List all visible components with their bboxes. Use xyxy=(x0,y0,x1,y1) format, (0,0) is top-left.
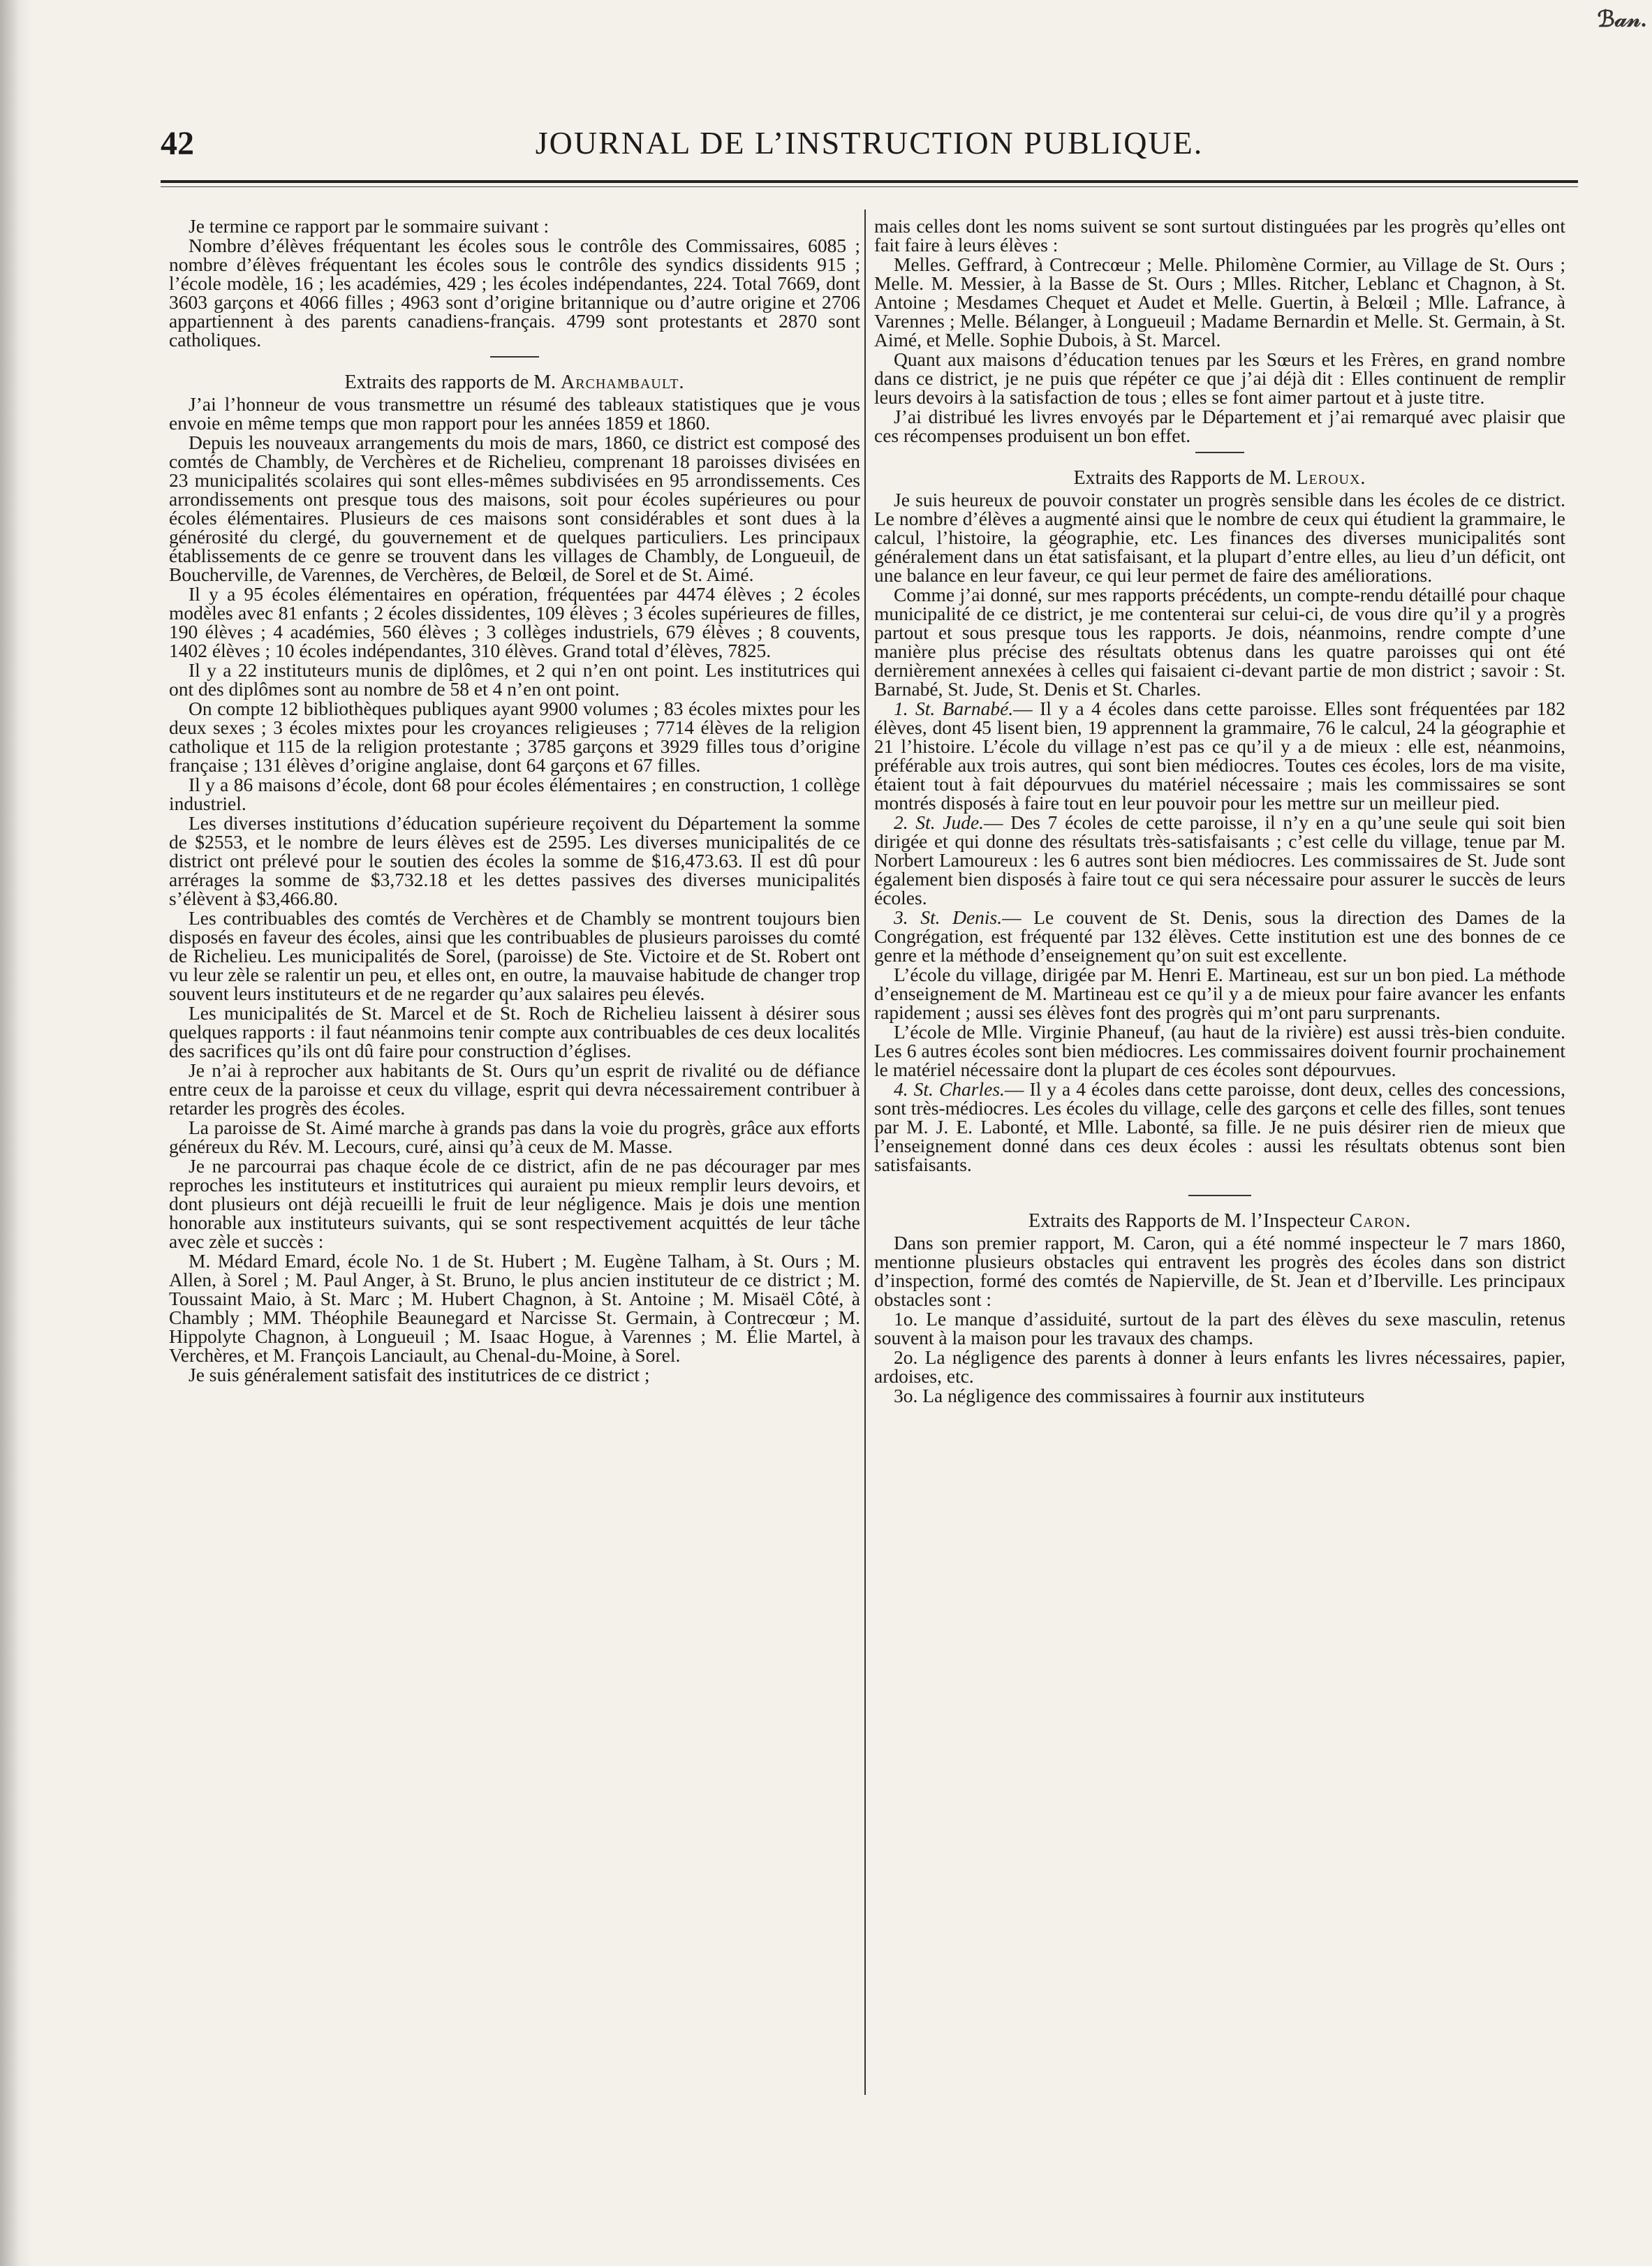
paragraph: Dans son premier rapport, M. Caron, qui a été nommé inspecteur le 7 mars 1860, mentionne plusieurs obstacles qui entravent les progrès des écoles dans son district d’inspection, formé des comtés de Napierville, de St. Jean et d’Iberville. Les principaux obstacles sont : xyxy=(874,1232,1565,1310)
paragraph: Il y a 86 maisons d’école, dont 68 pour écoles élémentaires ; en construction, 1 collège industriel. xyxy=(169,774,860,814)
parish-paragraph xyxy=(874,908,1565,964)
paragraph: M. Médard Emard, école No. 1 de St. Hubert ; M. Eugène Talham, à St. Ours ; M. Allen, à Sorel ; M. Paul Anger, à St. Bruno, le plus ancien instituteur de ce district ; M. Toussaint Maio, à St. Marc ; M. Hubert Chagnon, à St. Antoine ; M. Misaël Côté, à Chambly ; MM. Théophile Beaunegard et Narcisse St. Germain, à Contrecœur ; M. Hippolyte Chagnon, à Longueuil ; M. Isaac Hogue, à Varennes ; M. Élie Martel, à Verchères, et M. François Lanciault, au Chenal-du-Moine, à Sorel. xyxy=(169,1250,860,1366)
paragraph: 2o. La négligence des parents à donner à leurs enfants les livres nécessaires, papier, ardoises, etc. xyxy=(874,1346,1565,1387)
corner-stamp: ℬ𝒶𝓃. xyxy=(1597,6,1646,31)
section-rule xyxy=(1195,452,1244,453)
paragraph: mais celles dont les noms suivent se sont surtout distinguées par les progrès qu’elles ont fait faire à leurs élèves : xyxy=(874,215,1565,256)
parish-text: — Le couvent de St. Denis, sous la direction des Dames de la Congrégation, est fréquenté par 132 élèves. Cette institution est une des bonnes de ce genre et la méthode d’enseignement qu’on suit est excellente. xyxy=(874,906,1565,966)
scan-edge-shadow xyxy=(0,0,34,2266)
paragraph: L’école du village, dirigée par M. Henri E. Martineau, est sur un bon pied. La méthode d’enseignement de M. Martineau est ce qu’il y a de mieux pour faire avancer les enfants rapidement ; aussi ses élèves font des progrès qui m’ont paru surprenants. xyxy=(874,964,1565,1023)
section-heading-caron xyxy=(874,1212,1565,1230)
paragraph: 3o. La négligence des commissaires à fournir aux instituteurs xyxy=(894,1385,1365,1406)
paragraph: L’école de Mlle. Virginie Phaneuf, (au haut de la rivière) est aussi très-bien conduite. Les 6 autres écoles sont bien médiocres. Les commissaires doivent fournir prochainement le matériel nécessaire dont la plupart de ces écoles sont dépourvues. xyxy=(874,1021,1565,1080)
page-number: 42 xyxy=(161,125,194,162)
paragraph: Je termine ce rapport par le sommaire suivant : xyxy=(189,215,550,237)
paragraph: J’ai l’honneur de vous transmettre un résumé des tableaux statistiques que je vous envoie en même temps que mon rapport pour les années 1859 et 1860. xyxy=(169,393,860,434)
parish-label: 4. St. Charles. xyxy=(894,1078,1005,1100)
paragraph: Comme j’ai donné, sur mes rapports précédents, un compte-rendu détaillé pour chaque municipalité de ce district, je me contenterai sur celui-ci, de vous dire qu’il y a progrès partout et sous presque tous les rapports. Je dois, néanmoins, rendre compte d’une manière plus précise des résultats obtenus dans les quatre paroisses qui ont été dernièrement annexées à celles qui faisaient ci-devant partie de mon district ; savoir : St. Barnabé, St. Jude, St. Denis et St. Charles. xyxy=(874,584,1565,700)
parish-label: 2. St. Jude. xyxy=(894,811,984,833)
left-column xyxy=(169,216,860,1385)
paragraph: J’ai distribué les livres envoyés par le Département et j’ai remarqué avec plaisir que ces récompenses produisent un bon effet. xyxy=(874,406,1565,446)
section-heading-text: Extraits des rapports de M. xyxy=(344,371,561,393)
paragraph: Nombre d’élèves fréquentant les écoles sous le contrôle des Commissaires, 6085 ; nombre d’élèves fréquentant les écoles sous le contrôle des syndics dissidents 915 ; l’école modèle, 16 ; les académies, 429 ; les écoles indépendantes, 224. Total 7669, dont 3603 garçons et 4066 filles ; 4963 sont d’origine britannique ou d’autre origine et 2706 appartiennent à des parents canadiens-français. 4799 sont protestants et 2870 sont catholiques. xyxy=(169,235,860,351)
paragraph: Il y a 95 écoles élémentaires en opération, fréquentées par 4474 élèves ; 2 écoles modèles avec 81 enfants ; 2 écoles dissidentes, 109 élèves ; 3 écoles supérieures de filles, 190 élèves ; 4 académies, 560 élèves ; 3 collèges industriels, 679 élèves ; 8 couvents, 1402 élèves ; 10 écoles indépendantes, 310 élèves. Grand total d’élèves, 7825. xyxy=(169,583,860,661)
paragraph: Il y a 22 instituteurs munis de diplômes, et 2 qui n’en ont point. Les institutrices qui ont des diplômes sont au nombre de 58 et 4 n’en ont point. xyxy=(169,659,860,700)
paragraph: Melles. Geffrard, à Contrecœur ; Melle. Philomène Cormier, au Village de St. Ours ; Melle. M. Messier, à la Basse de St. Ours ; Mlles. Ritcher, Leblanc et Chagnon, à St. Antoine ; Mesdames Chequet et Audet et Melle. Guertin, à Belœil ; Mlle. Lafrance, à Varennes ; Melle. Bélanger, à Longueuil ; Madame Bernardin et Melle. St. Germain, à St. Aimé, et Melle. Sophie Dubois, à St. Marcel. xyxy=(874,253,1565,351)
header-rule-thick xyxy=(161,180,1578,183)
section-rule xyxy=(1188,1195,1251,1196)
paragraph: Depuis les nouveaux arrangements du mois de mars, 1860, ce district est composé des comtés de Chambly, de Verchères et de Richelieu, comprenant 18 paroisses divisées en 23 municipalités scolaires qui sont elles-mêmes subdivisées en 95 arrondissements. Ces arrondissements ont presque tous des maisons, soit pour écoles supérieures ou pour écoles élémentaires. Plusieurs de ces maisons sont considérables et sont dues à la générosité du clergé, du gouvernement et de quelques particuliers. Les principaux établissements de ce genre se trouvent dans les villages de Chambly, de Longueuil, de Boucherville, de Varennes, de Verchères, de Belœil, de Sorel et de St. Aimé. xyxy=(169,432,860,585)
parish-text: — Des 7 écoles de cette paroisse, il n’y en a qu’une seule qui soit bien dirigée et qui donne des résultats très-satisfaisants ; c’est celle du village, tenue par M. Norbert Lamoureux : les 6 autres sont bien médiocres. Les commissaires de St. Jude sont également bien disposés à faire tout ce qui sera nécessaire pour assurer le succès de leurs écoles. xyxy=(874,811,1565,908)
paragraph: 1o. Le manque d’assiduité, surtout de la part des élèves du sexe masculin, retenus souvent à la maison pour les travaux des champs. xyxy=(874,1308,1565,1348)
paragraph: La paroisse de St. Aimé marche à grands pas dans la voie du progrès, grâce aux efforts généreux du Rév. M. Lecours, curé, ainsi qu’à ceux de M. Masse. xyxy=(169,1117,860,1157)
parish-label: 1. St. Barnabé. xyxy=(894,698,1014,719)
paragraph: Je suis généralement satisfait des institutrices de ce district ; xyxy=(189,1364,650,1385)
inspector-name: Leroux. xyxy=(1296,467,1366,489)
paragraph: Je n’ai à reprocher aux habitants de St. Ours qu’un esprit de rivalité ou de défiance entre ceux de la paroisse et ceux du village, esprit qui devra nécessairement contribuer à retarder les progrès des écoles. xyxy=(169,1059,860,1119)
column-divider xyxy=(864,209,866,2095)
paragraph: On compte 12 bibliothèques publiques ayant 9900 volumes ; 83 écoles mixtes pour les deux sexes ; 3 écoles mixtes pour les croyances religieuses ; 7714 élèves de la religion catholique et 115 de la religion protestante ; 3785 garçons et 3929 filles tous d’origine française ; 131 élèves d’origine anglaise, dont 64 garçons et 67 filles. xyxy=(169,698,860,776)
parish-paragraph xyxy=(874,1080,1565,1174)
inspector-name: Archambault. xyxy=(561,371,685,393)
paragraph: Je suis heureux de pouvoir constater un progrès sensible dans les écoles de ce district. Le nombre d’élèves a augmenté ainsi que le nombre de ceux qui étudient la grammaire, le calcul, l’histoire, la géographie, etc. Les finances des diverses municipalités sont généralement dans un état satisfaisant, et la plupart d’entre elles, au lieu d’un déficit, ont une balance en leur faveur, ce qui leur permet de faire des améliorations. xyxy=(874,489,1565,586)
journal-title: JOURNAL DE L’INSTRUCTION PUBLIQUE. xyxy=(535,125,1204,161)
section-heading-leroux xyxy=(874,469,1565,487)
section-rule xyxy=(490,356,539,358)
paragraph: Quant aux maisons d’éducation tenues par les Sœurs et les Frères, en grand nombre dans ce district, je ne puis que répéter ce que j’ai déjà dit : Elles continuent de remplir leurs devoirs à la satisfaction de tous ; elles se font aimer partout et à juste titre. xyxy=(874,348,1565,408)
section-heading-text: Extraits des Rapports de M. xyxy=(1073,467,1297,489)
parish-paragraph xyxy=(874,813,1565,907)
page-header xyxy=(161,124,1578,173)
parish-text: — Il y a 4 écoles dans cette paroisse. Elles sont fréquentées par 182 élèves, dont 45 lisent bien, 19 apprennent la grammaire, 76 le calcul, 24 la géographie et 21 l’histoire. L’école du village n’est pas ce qu’il y a de mieux : elle est, néanmoins, préférable aux trois autres, qui sont bien médiocres. Toutes ces écoles, lors de ma visite, étaient tout à fait dépourvues du matériel nécessaire ; mais les commissaires se sont montrés disposés à faire tout en leur pouvoir pour les mettre sur un meilleur pied. xyxy=(874,698,1565,814)
section-heading-archambault xyxy=(169,373,860,392)
parish-label: 3. St. Denis. xyxy=(894,906,1003,928)
parish-paragraph xyxy=(874,699,1565,812)
paragraph: Les contribuables des comtés de Verchères et de Chambly se montrent toujours bien disposés en faveur des écoles, ainsi que les contribuables de plusieurs paroisses du comté de Richelieu. Les municipalités de Sorel, (paroisse) de Ste. Victoire et de St. Robert ont vu leur zèle se ralentir un peu, et elles ont, en outre, la mauvaise habitude de changer trop souvent leurs instituteurs et de ne regarder qu’aux salaires peu élevés. xyxy=(169,907,860,1004)
paragraph: Les diverses institutions d’éducation supérieure reçoivent du Département la somme de $2553, et le nombre de leurs élèves est de 2595. Les diverses municipalités de ce district ont prélevé pour le soutien des écoles la somme de $16,473.63. Il est dû pour arrérages la somme de $3,732.18 et les dettes passives des diverses municipalités s’élèvent à $3,466.80. xyxy=(169,812,860,909)
section-heading-text: Extraits des Rapports de M. l’Inspecteur xyxy=(1028,1210,1350,1232)
right-column xyxy=(874,216,1565,1406)
inspector-name: Caron. xyxy=(1349,1210,1411,1232)
header-rule-thin xyxy=(161,186,1578,187)
paragraph: Je ne parcourrai pas chaque école de ce district, afin de ne pas décourager par mes reproches les instituteurs et institutrices qui auraient pu mieux remplir leurs devoirs, et dont plusieurs ont déjà recueilli le fruit de leur négligence. Mais je dois une mention honorable aux instituteurs suivants, qui se sont respectivement acquittés de leur tâche avec zèle et succès : xyxy=(169,1155,860,1252)
paragraph: Les municipalités de St. Marcel et de St. Roch de Richelieu laissent à désirer sous quelques rapports : il faut néanmoins tenir compte aux contribuables de ces deux localités des sacrifices qu’ils ont dû faire pour construction d’églises. xyxy=(169,1002,860,1061)
parish-text: — Il y a 4 écoles dans cette paroisse, dont deux, celles des concessions, sont très-médiocres. Les écoles du village, celle des garçons et celle des filles, sont tenues par M. J. E. Labonté, et Mlle. Labonté, sa fille. Je ne puis désirer rien de mieux que l’enseignement donné dans ces deux écoles : aussi les résultats obtenus sont bien satisfaisants. xyxy=(874,1078,1565,1175)
